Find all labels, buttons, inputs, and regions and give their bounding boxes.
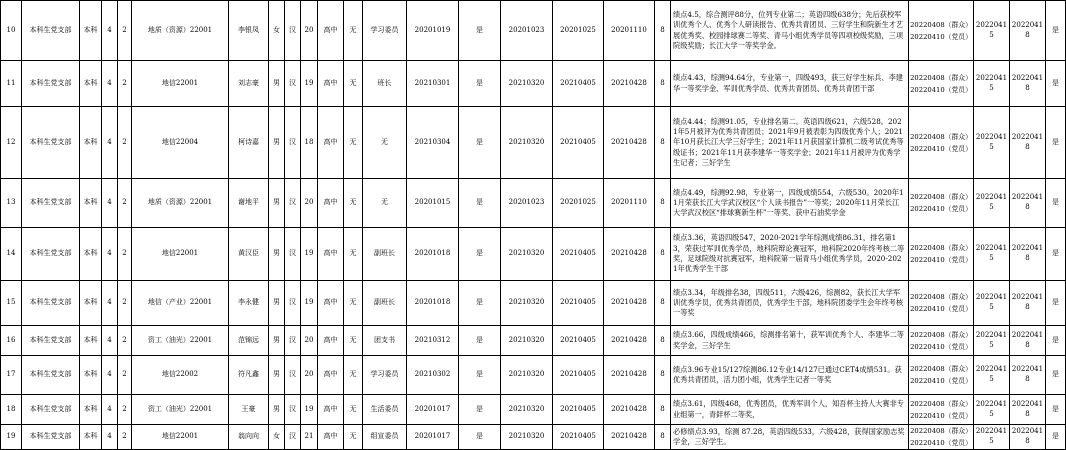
cell-no: 15 bbox=[1, 281, 22, 326]
status-date-member: 20220410（党员） bbox=[910, 377, 972, 385]
cell-performance: 绩点4.5，综合测评88分，位列专业第二；英语四级638分；先后获校军训优秀个人、优秀个人研读报告、优秀共青团员、三好学生和院新生才艺展优秀奖、校园排球赛二等奖、青马小组优秀学员等四项校级奖励，三项院级奖励；长江大学一等奖学金。 bbox=[671, 1, 909, 61]
status-date-masses: 20220408（群众） bbox=[910, 293, 972, 301]
cell-none: 无 bbox=[344, 326, 363, 356]
cell-date-2: 20210320 bbox=[501, 61, 553, 107]
cell-level: 本科 bbox=[80, 425, 102, 450]
cell-y1: 4 bbox=[102, 1, 118, 61]
status-date-masses: 20220408（群众） bbox=[910, 427, 972, 435]
cell-date-4: 20210428 bbox=[604, 281, 655, 326]
cell-sex: 男 bbox=[269, 61, 285, 107]
table-row bbox=[1, 179, 1066, 228]
cell-yes-2: 是 bbox=[1046, 425, 1066, 450]
cell-name: 符凡鑫 bbox=[229, 356, 269, 395]
cell-y1: 4 bbox=[102, 281, 118, 326]
cell-ethnicity: 汉 bbox=[285, 356, 301, 395]
cell-date-2: 20210320 bbox=[501, 425, 553, 450]
cell-education: 高中 bbox=[318, 179, 344, 228]
table-row bbox=[1, 395, 1066, 425]
cell-class: 地质（资源）22001 bbox=[132, 179, 229, 228]
cell-role: 无 bbox=[363, 179, 407, 228]
cell-date-1: 20210302 bbox=[407, 356, 459, 395]
cell-ethnicity: 汉 bbox=[285, 1, 301, 61]
cell-date-5: 20220415 bbox=[974, 281, 1010, 326]
cell-sex: 男 bbox=[269, 179, 285, 228]
cell-y1: 4 bbox=[102, 228, 118, 281]
cell-role: 学习委员 bbox=[363, 1, 407, 61]
cell-role: 生活委员 bbox=[363, 395, 407, 425]
cell-date-3: 20210405 bbox=[553, 395, 604, 425]
cell-class: 地信22001 bbox=[132, 228, 229, 281]
cell-branch: 本科生党支部 bbox=[22, 425, 80, 450]
cell-y2: 2 bbox=[118, 395, 132, 425]
status-date-masses: 20220408（群众） bbox=[910, 399, 972, 408]
cell-role: 组宣委员 bbox=[363, 425, 407, 450]
cell-date-1: 20201018 bbox=[407, 228, 459, 281]
cell-date-3: 20201025 bbox=[553, 1, 604, 61]
cell-date-5: 20220415 bbox=[974, 326, 1010, 356]
cell-no: 11 bbox=[1, 61, 22, 107]
cell-none: 无 bbox=[344, 395, 363, 425]
cell-name: 范锦远 bbox=[229, 326, 269, 356]
cell-branch: 本科生党支部 bbox=[22, 228, 80, 281]
cell-y2: 2 bbox=[118, 425, 132, 450]
cell-education: 高中 bbox=[318, 107, 344, 179]
cell-status-dates bbox=[909, 326, 974, 356]
cell-yes-2: 是 bbox=[1046, 179, 1066, 228]
cell-level: 本科 bbox=[80, 1, 102, 61]
cell-yes-1: 是 bbox=[459, 356, 501, 395]
cell-no: 13 bbox=[1, 179, 22, 228]
status-date-masses: 20220408（群众） bbox=[910, 73, 972, 82]
cell-date-4: 20210428 bbox=[604, 61, 655, 107]
cell-name: 刘志豪 bbox=[229, 61, 269, 107]
status-date-member: 20220410（党员） bbox=[910, 32, 972, 41]
cell-yes-1: 是 bbox=[459, 326, 501, 356]
cell-no: 14 bbox=[1, 228, 22, 281]
table-body bbox=[1, 1, 1066, 450]
cell-yes-1: 是 bbox=[459, 107, 501, 179]
cell-date-4: 20210428 bbox=[604, 356, 655, 395]
cell-age: 21 bbox=[301, 425, 318, 450]
cell-date-3: 20210405 bbox=[553, 228, 604, 281]
cell-date-1: 20201015 bbox=[407, 179, 459, 228]
cell-none: 无 bbox=[344, 1, 363, 61]
cell-status-dates bbox=[909, 228, 974, 281]
cell-yes-2: 是 bbox=[1046, 1, 1066, 61]
cell-level: 本科 bbox=[80, 179, 102, 228]
cell-date-2: 20201023 bbox=[501, 1, 553, 61]
cell-date-5: 20220415 bbox=[974, 1, 1010, 61]
cell-y1: 4 bbox=[102, 425, 118, 450]
cell-class: 地信22004 bbox=[132, 107, 229, 179]
cell-y1: 4 bbox=[102, 61, 118, 107]
cell-y2: 2 bbox=[118, 356, 132, 395]
cell-y2: 2 bbox=[118, 179, 132, 228]
cell-name: 谢地平 bbox=[229, 179, 269, 228]
cell-sex: 男 bbox=[269, 395, 285, 425]
status-date-member: 20220410（党员） bbox=[910, 411, 972, 420]
cell-hours: 8 bbox=[655, 61, 671, 107]
cell-y1: 4 bbox=[102, 179, 118, 228]
cell-branch: 本科生党支部 bbox=[22, 61, 80, 107]
cell-yes-2: 是 bbox=[1046, 326, 1066, 356]
cell-none: 无 bbox=[344, 107, 363, 179]
cell-education: 高中 bbox=[318, 281, 344, 326]
cell-date-3: 20210405 bbox=[553, 356, 604, 395]
cell-yes-2: 是 bbox=[1046, 107, 1066, 179]
cell-date-6: 20220418 bbox=[1010, 356, 1046, 395]
cell-yes-1: 是 bbox=[459, 228, 501, 281]
status-date-masses: 20220408（群众） bbox=[910, 365, 972, 373]
cell-branch: 本科生党支部 bbox=[22, 179, 80, 228]
cell-date-1: 20210301 bbox=[407, 61, 459, 107]
cell-no: 19 bbox=[1, 425, 22, 450]
cell-performance: 绩点3.61，四级468，优秀团员，优秀军训个人，知吾杯主持人大赛非专业组第一，青鋅杯二等奖， bbox=[671, 395, 909, 425]
cell-date-1: 20201019 bbox=[407, 1, 459, 61]
cell-date-6: 20220418 bbox=[1010, 107, 1046, 179]
cell-date-3: 20201025 bbox=[553, 179, 604, 228]
cell-yes-2: 是 bbox=[1046, 395, 1066, 425]
cell-ethnicity: 汉 bbox=[285, 425, 301, 450]
cell-no: 17 bbox=[1, 356, 22, 395]
cell-yes-1: 是 bbox=[459, 1, 501, 61]
cell-performance: 必修绩点3.93，综测 87.28，英语四级533，六级428，获得国家励志奖学金，三好学生。 bbox=[671, 425, 909, 450]
cell-hours: 8 bbox=[655, 425, 671, 450]
cell-education: 高中 bbox=[318, 395, 344, 425]
table-row bbox=[1, 281, 1066, 326]
cell-class: 地信22001 bbox=[132, 425, 229, 450]
cell-role: 副班长 bbox=[363, 228, 407, 281]
cell-role: 团支书 bbox=[363, 326, 407, 356]
cell-level: 本科 bbox=[80, 395, 102, 425]
cell-date-6: 20220418 bbox=[1010, 281, 1046, 326]
status-date-member: 20220410（党员） bbox=[910, 85, 972, 94]
cell-performance: 绩点3.96专业15/127综测86.12专业14/127已通过CET4成绩531。获优秀共青团员，活力团小组，优秀学生记者一等奖 bbox=[671, 356, 909, 395]
cell-date-1: 20210312 bbox=[407, 326, 459, 356]
cell-hours: 8 bbox=[655, 356, 671, 395]
cell-date-5: 20220415 bbox=[974, 425, 1010, 450]
cell-performance: 绩点4.43，综测94.64分，专业第一，四级493，获三好学生标兵、李建华一等奖学金、军训优秀学员、优秀共青团员、优秀共青团干部 bbox=[671, 61, 909, 107]
cell-branch: 本科生党支部 bbox=[22, 281, 80, 326]
cell-yes-2: 是 bbox=[1046, 61, 1066, 107]
cell-y1: 4 bbox=[102, 395, 118, 425]
cell-performance: 绩点4.49，综测92.98，专业第一，四级成绩554，六级530。2020年11月荣获长江大学武汉校区“个人读书报告”一等奖；2020年11月荣长江大学武汉校区“排球赛新生杯”一等奖、获中石油奖学金 bbox=[671, 179, 909, 228]
cell-yes-1: 是 bbox=[459, 281, 501, 326]
status-date-masses: 20220408（群众） bbox=[910, 193, 972, 201]
cell-performance: 绩点3.34，年级排名38，四级511，六级426，综测82，获长江大学军训优秀学员，优秀共青团员，优秀学生干部，地科院团委学生会年终考核一等奖 bbox=[671, 281, 909, 326]
cell-none: 无 bbox=[344, 228, 363, 281]
cell-status-dates bbox=[909, 281, 974, 326]
cell-role: 班长 bbox=[363, 61, 407, 107]
cell-date-4: 20210428 bbox=[604, 395, 655, 425]
cell-sex: 男 bbox=[269, 356, 285, 395]
cell-date-5: 20220415 bbox=[974, 107, 1010, 179]
cell-y2: 2 bbox=[118, 1, 132, 61]
cell-none: 无 bbox=[344, 61, 363, 107]
cell-y1: 4 bbox=[102, 356, 118, 395]
cell-level: 本科 bbox=[80, 107, 102, 179]
cell-none: 无 bbox=[344, 281, 363, 326]
cell-y2: 2 bbox=[118, 107, 132, 179]
cell-name: 翁向向 bbox=[229, 425, 269, 450]
cell-education: 高中 bbox=[318, 326, 344, 356]
cell-date-6: 20220418 bbox=[1010, 228, 1046, 281]
cell-level: 本科 bbox=[80, 326, 102, 356]
cell-date-1: 20201018 bbox=[407, 281, 459, 326]
table-row bbox=[1, 107, 1066, 179]
cell-date-4: 20210428 bbox=[604, 228, 655, 281]
cell-yes-2: 是 bbox=[1046, 228, 1066, 281]
cell-yes-1: 是 bbox=[459, 179, 501, 228]
cell-hours: 8 bbox=[655, 228, 671, 281]
cell-name: 黄汉臣 bbox=[229, 228, 269, 281]
cell-age: 18 bbox=[301, 107, 318, 179]
status-date-masses: 20220408（群众） bbox=[910, 20, 972, 29]
cell-date-2: 20210320 bbox=[501, 395, 553, 425]
cell-class: 地信22002 bbox=[132, 356, 229, 395]
cell-sex: 女 bbox=[269, 1, 285, 61]
cell-date-4: 20201110 bbox=[604, 179, 655, 228]
cell-date-2: 20201023 bbox=[501, 179, 553, 228]
cell-y1: 4 bbox=[102, 107, 118, 179]
cell-date-2: 20210320 bbox=[501, 228, 553, 281]
table-row bbox=[1, 356, 1066, 395]
cell-date-2: 20210320 bbox=[501, 281, 553, 326]
cell-date-2: 20210320 bbox=[501, 326, 553, 356]
cell-none: 无 bbox=[344, 179, 363, 228]
status-date-member: 20220410（党员） bbox=[910, 342, 972, 351]
cell-date-3: 20210405 bbox=[553, 326, 604, 356]
cell-age: 20 bbox=[301, 326, 318, 356]
cell-yes-1: 是 bbox=[459, 425, 501, 450]
cell-date-6: 20220418 bbox=[1010, 395, 1046, 425]
cell-ethnicity: 汉 bbox=[285, 61, 301, 107]
table-row bbox=[1, 425, 1066, 450]
table-row bbox=[1, 1, 1066, 61]
status-date-masses: 20220408（群众） bbox=[910, 132, 972, 141]
cell-ethnicity: 汉 bbox=[285, 395, 301, 425]
cell-role: 学习委员 bbox=[363, 356, 407, 395]
cell-date-1: 20201017 bbox=[407, 425, 459, 450]
cell-date-5: 20220415 bbox=[974, 395, 1010, 425]
cell-role: 无 bbox=[363, 107, 407, 179]
cell-no: 12 bbox=[1, 107, 22, 179]
cell-none: 无 bbox=[344, 425, 363, 450]
cell-date-5: 20220415 bbox=[974, 61, 1010, 107]
cell-class: 地信（产业）22001 bbox=[132, 281, 229, 326]
cell-date-3: 20210405 bbox=[553, 425, 604, 450]
cell-date-6: 20220418 bbox=[1010, 425, 1046, 450]
cell-date-1: 20201017 bbox=[407, 395, 459, 425]
cell-ethnicity: 汉 bbox=[285, 107, 301, 179]
cell-ethnicity: 汉 bbox=[285, 281, 301, 326]
cell-no: 10 bbox=[1, 1, 22, 61]
status-date-masses: 20220408（群众） bbox=[910, 244, 972, 252]
cell-performance: 绩点3.66，四级成绩466，综测排名第十，获军训优秀个人、李建华二等奖学金，三好学生 bbox=[671, 326, 909, 356]
cell-yes-1: 是 bbox=[459, 61, 501, 107]
cell-date-5: 20220415 bbox=[974, 228, 1010, 281]
cell-education: 高中 bbox=[318, 356, 344, 395]
cell-date-5: 20220415 bbox=[974, 179, 1010, 228]
cell-yes-1: 是 bbox=[459, 395, 501, 425]
cell-date-6: 20220418 bbox=[1010, 1, 1046, 61]
cell-date-2: 20210320 bbox=[501, 356, 553, 395]
cell-y2: 2 bbox=[118, 281, 132, 326]
cell-performance: 绩点4.44；综测91.05，专业排名第二。英语四级621，六级528。2021年5月被评为优秀共青团员；2021年9月被表彰为四级优秀个人；2021年10月获长江大学三好学生；2021年11月获国家计算机二级考试优秀等级证书；2021年11月获李建华一等奖学金；2021年11月被评为优秀学生记者；三好学生 bbox=[671, 107, 909, 179]
cell-date-6: 20220418 bbox=[1010, 61, 1046, 107]
cell-no: 18 bbox=[1, 395, 22, 425]
cell-sex: 男 bbox=[269, 281, 285, 326]
cell-hours: 8 bbox=[655, 179, 671, 228]
cell-age: 20 bbox=[301, 356, 318, 395]
cell-role: 副班长 bbox=[363, 281, 407, 326]
cell-date-4: 20201110 bbox=[604, 1, 655, 61]
cell-branch: 本科生党支部 bbox=[22, 356, 80, 395]
cell-age: 20 bbox=[301, 179, 318, 228]
cell-none: 无 bbox=[344, 356, 363, 395]
cell-sex: 男 bbox=[269, 107, 285, 179]
cell-hours: 8 bbox=[655, 107, 671, 179]
cell-ethnicity: 汉 bbox=[285, 179, 301, 228]
cell-education: 高中 bbox=[318, 425, 344, 450]
cell-status-dates bbox=[909, 1, 974, 61]
cell-class: 资工（油光）22001 bbox=[132, 326, 229, 356]
cell-status-dates bbox=[909, 179, 974, 228]
cell-status-dates bbox=[909, 107, 974, 179]
cell-education: 高中 bbox=[318, 61, 344, 107]
cell-no: 16 bbox=[1, 326, 22, 356]
cell-branch: 本科生党支部 bbox=[22, 326, 80, 356]
cell-level: 本科 bbox=[80, 281, 102, 326]
status-date-member: 20220410（党员） bbox=[910, 205, 972, 213]
cell-date-5: 20220415 bbox=[974, 356, 1010, 395]
cell-education: 高中 bbox=[318, 1, 344, 61]
cell-status-dates bbox=[909, 61, 974, 107]
cell-name: 李永健 bbox=[229, 281, 269, 326]
status-date-member: 20220410（党员） bbox=[910, 439, 972, 447]
cell-age: 19 bbox=[301, 228, 318, 281]
cell-y2: 2 bbox=[118, 326, 132, 356]
cell-age: 20 bbox=[301, 1, 318, 61]
cell-yes-2: 是 bbox=[1046, 281, 1066, 326]
cell-level: 本科 bbox=[80, 228, 102, 281]
cell-age: 19 bbox=[301, 395, 318, 425]
cell-date-6: 20220418 bbox=[1010, 179, 1046, 228]
status-date-masses: 20220408（群众） bbox=[910, 330, 972, 339]
cell-branch: 本科生党支部 bbox=[22, 1, 80, 61]
cell-ethnicity: 汉 bbox=[285, 228, 301, 281]
cell-branch: 本科生党支部 bbox=[22, 395, 80, 425]
cell-y2: 2 bbox=[118, 61, 132, 107]
cell-date-6: 20220418 bbox=[1010, 326, 1046, 356]
cell-sex: 女 bbox=[269, 425, 285, 450]
cell-age: 19 bbox=[301, 61, 318, 107]
cell-education: 高中 bbox=[318, 228, 344, 281]
cell-yes-2: 是 bbox=[1046, 356, 1066, 395]
table-row bbox=[1, 228, 1066, 281]
cell-date-3: 20210405 bbox=[553, 281, 604, 326]
cell-date-4: 20210428 bbox=[604, 326, 655, 356]
cell-branch: 本科生党支部 bbox=[22, 107, 80, 179]
cell-ethnicity: 汉 bbox=[285, 326, 301, 356]
status-date-member: 20220410（党员） bbox=[910, 256, 972, 264]
cell-level: 本科 bbox=[80, 356, 102, 395]
cell-hours: 8 bbox=[655, 326, 671, 356]
cell-name: 柯诗嘉 bbox=[229, 107, 269, 179]
cell-date-4: 20210428 bbox=[604, 425, 655, 450]
cell-name: 王豪 bbox=[229, 395, 269, 425]
cell-performance: 绩点3.36，英语四级547，2020-2021学年综测成绩86.31，排名第13，荣获过军训优秀学员，地科院辩论赛冠军，地科院2020年终考核二等奖，足球院级对抗赛冠军，地科院第一届青马小组优秀学员，2020-2021年优秀学生干部 bbox=[671, 228, 909, 281]
cell-date-4: 20210428 bbox=[604, 107, 655, 179]
cell-name: 李银凤 bbox=[229, 1, 269, 61]
cell-status-dates bbox=[909, 395, 974, 425]
cell-status-dates bbox=[909, 356, 974, 395]
cell-hours: 8 bbox=[655, 1, 671, 61]
table-row bbox=[1, 326, 1066, 356]
cell-sex: 男 bbox=[269, 228, 285, 281]
cell-class: 地质（资源）22001 bbox=[132, 1, 229, 61]
table-row bbox=[1, 61, 1066, 107]
cell-class: 资工（油光）22001 bbox=[132, 395, 229, 425]
cell-level: 本科 bbox=[80, 61, 102, 107]
cell-class: 地信22001 bbox=[132, 61, 229, 107]
cell-date-3: 20210405 bbox=[553, 61, 604, 107]
cell-date-2: 20210320 bbox=[501, 107, 553, 179]
cell-date-1: 20210304 bbox=[407, 107, 459, 179]
cell-sex: 男 bbox=[269, 326, 285, 356]
cell-status-dates bbox=[909, 425, 974, 450]
status-date-member: 20220410（党员） bbox=[910, 144, 972, 153]
cell-hours: 8 bbox=[655, 395, 671, 425]
cell-y2: 2 bbox=[118, 228, 132, 281]
status-date-member: 20220410（党员） bbox=[910, 305, 972, 313]
cell-hours: 8 bbox=[655, 281, 671, 326]
cell-date-3: 20210405 bbox=[553, 107, 604, 179]
cell-y1: 4 bbox=[102, 326, 118, 356]
cell-age: 19 bbox=[301, 281, 318, 326]
